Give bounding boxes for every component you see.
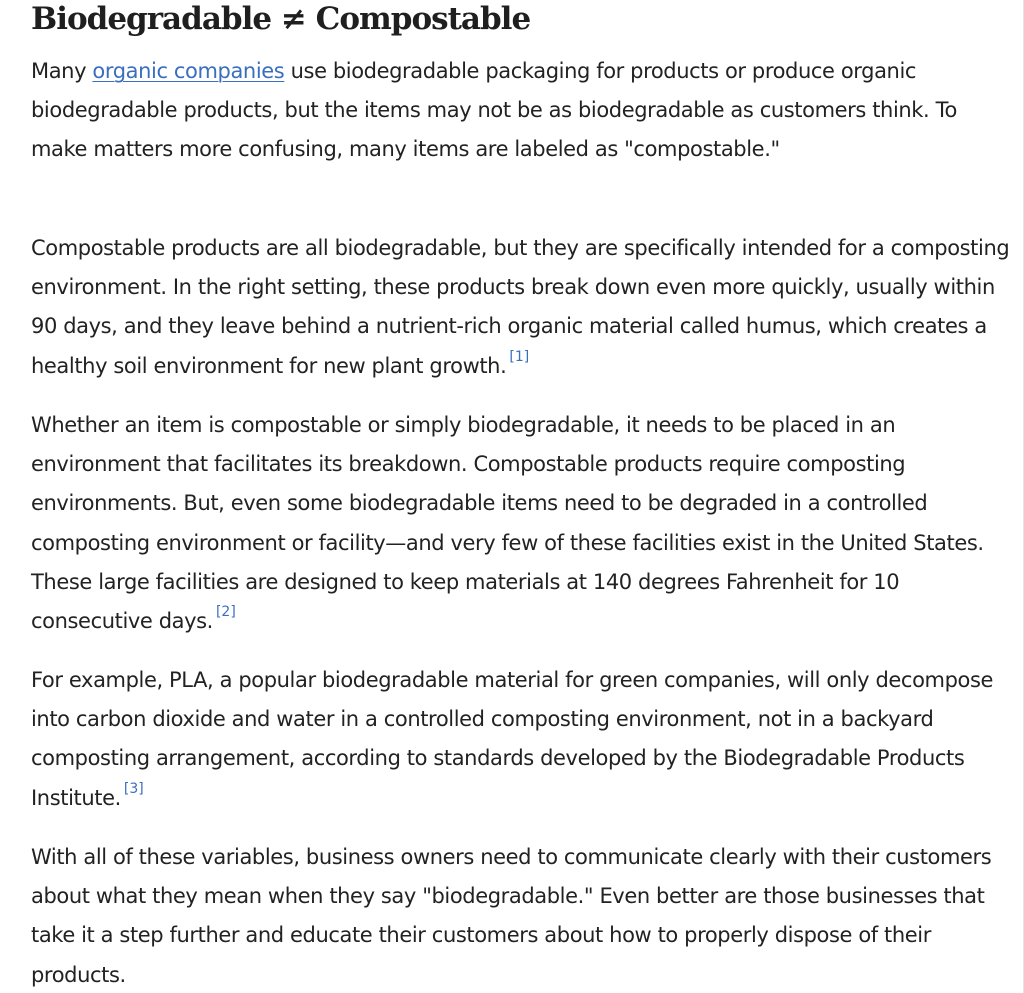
paragraph-4-text: For example, PLA, a popular biodegradable material for green companies, will only decompose into carbon dioxide and water in a controlled composting environment, not in a backyard composting arrangement, according to standards developed by the Biodegradable Products Institute. <box>31 668 994 810</box>
paragraph-4 <box>31 661 1011 818</box>
paragraph-2 <box>31 229 1011 386</box>
citation-1-link[interactable]: [1] <box>509 348 530 365</box>
paragraph-1 <box>31 52 971 170</box>
organic-companies-link[interactable]: organic companies <box>92 59 285 83</box>
paragraph-5-text: With all of these variables, business owners need to communicate clearly with their customers about what they mean when they say "biodegradable." Even better are those businesses that take it a step further and educate their customers about how to properly dispose of their products. <box>31 845 992 987</box>
section-heading: Biodegradable ≠ Compostable <box>31 1 531 37</box>
paragraph-1-intro: Many <box>31 59 93 83</box>
paragraph-3 <box>31 406 1011 641</box>
paragraph-5 <box>31 838 1011 993</box>
citation-3-link[interactable]: [3] <box>123 780 144 797</box>
citation-2-link[interactable]: [2] <box>215 604 236 621</box>
article-body <box>31 0 1011 987</box>
paragraph-1-text: use biodegradable packaging for products or produce organic biodegradable products, but the items may not be as biodegradable as customers think. To make matters more confusing, many items are labeled as "compostable." <box>31 59 957 162</box>
paragraph-2-text: Compostable products are all biodegradable, but they are specifically intended for a composting environment. In the right setting, these products break down even more quickly, usually within 90 days, and they leave behind a nutrient-rich organic material called humus, which creates a healthy soil environment for new plant growth. <box>31 236 1010 378</box>
paragraph-3-text: Whether an item is compostable or simply biodegradable, it needs to be placed in an environment that facilitates its breakdown. Compostable products require composting environments. But, even some biodegradable items need to be degraded in a controlled composting environment or facility—and very few of these facilities exist in the United States. These large facilities are designed to keep materials at 140 degrees Fahrenheit for 10 consecutive days. <box>31 413 984 634</box>
